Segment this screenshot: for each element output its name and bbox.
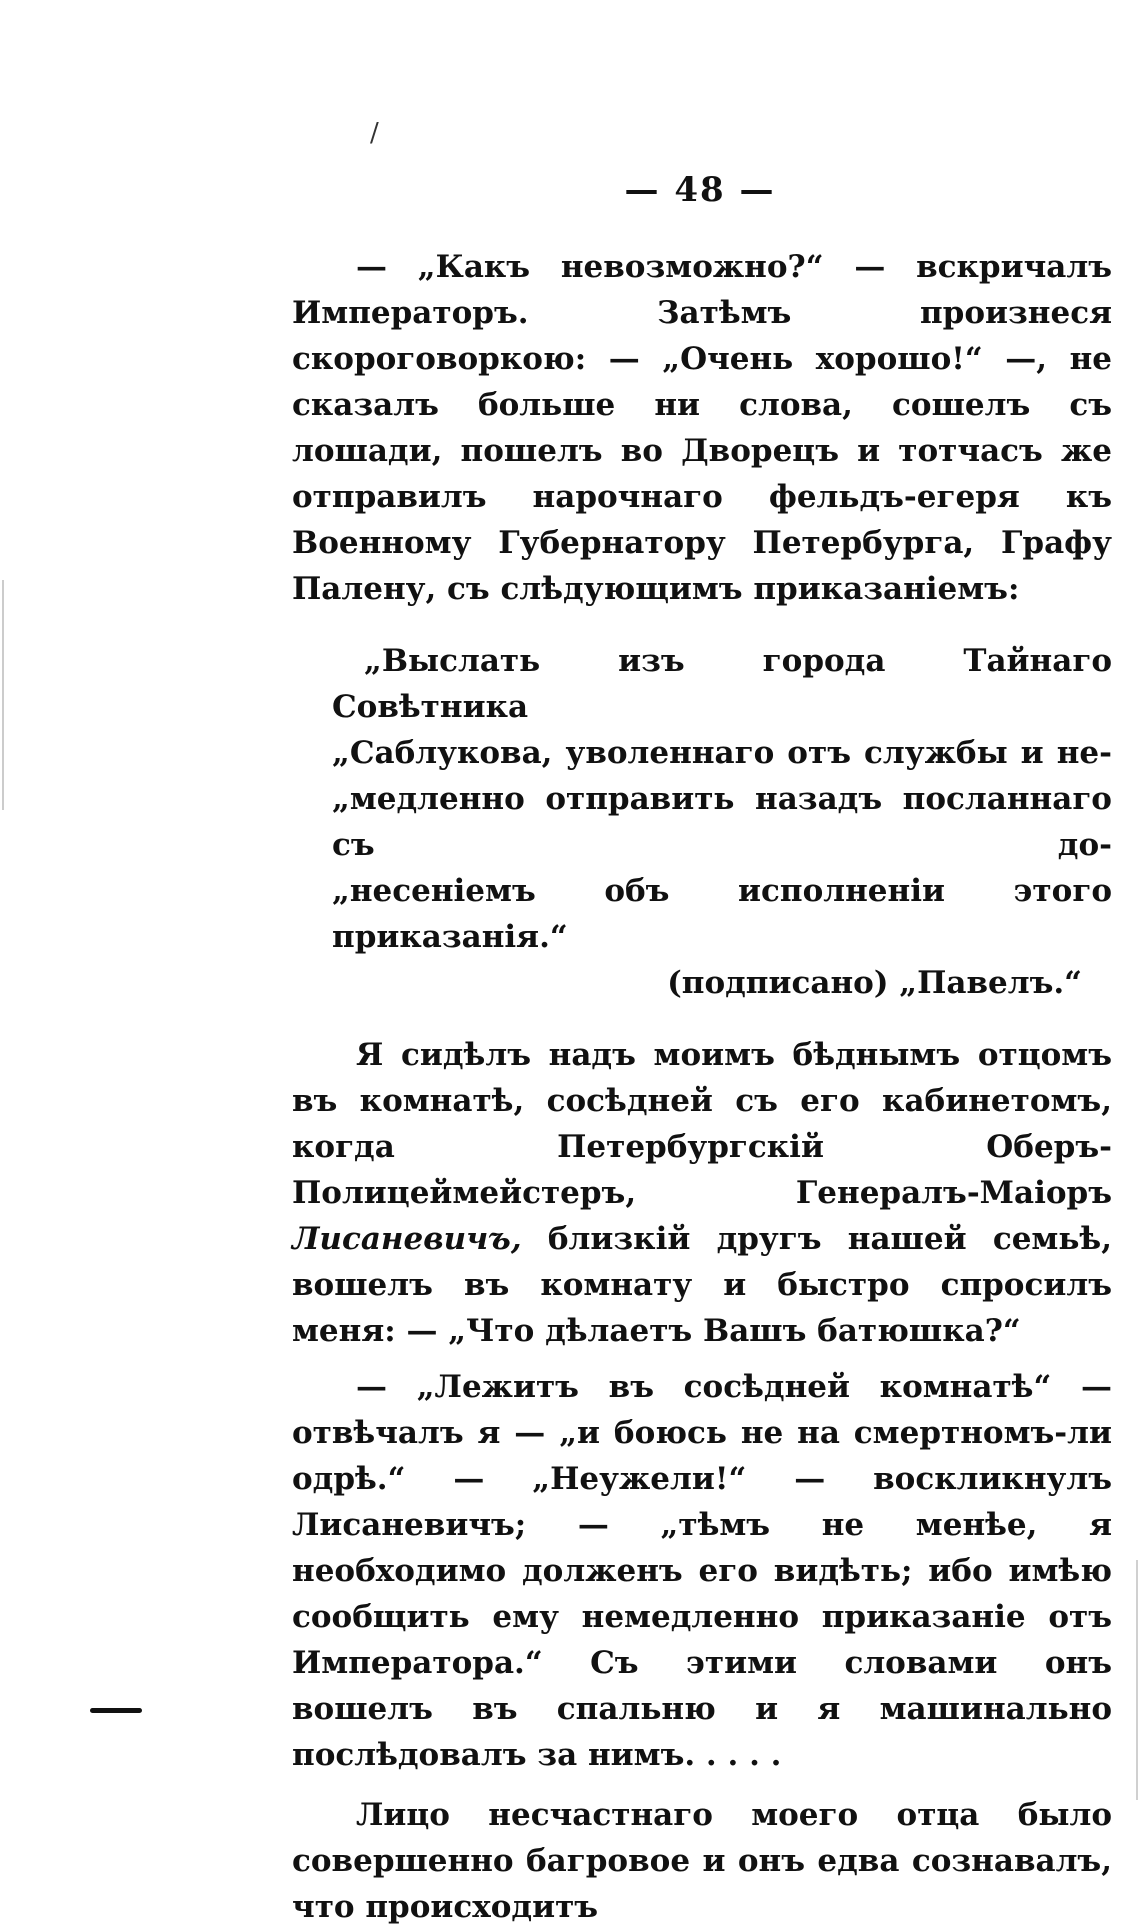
signature-line: (подписано) „Павелъ.“	[667, 965, 1082, 1001]
page-body	[292, 244, 1112, 1930]
scan-edge-right	[1136, 1560, 1138, 1800]
decree-quote	[292, 638, 1112, 960]
paragraph-3: — „Лежитъ въ сосѣдней комнатѣ“ — отвѣчалъ я — „и боюсь не на смертномъ-ли одрѣ.“ — „Неужели!“ — воскликнулъ Лисаневичъ; — „тѣмъ не менѣе, я необходимо долженъ его видѣть; ибо имѣю сообщить ему немедленно приказаніе отъ Императора.“ Съ этими словами онъ вошелъ въ спальню и я машинально послѣдовалъ за нимъ. . . . .	[292, 1369, 1112, 1773]
quote-line-4: „несеніемъ объ исполненіи этого приказанія.“	[332, 873, 1112, 955]
stray-pen-mark: /	[370, 118, 379, 148]
quote-line-2: „Саблукова, уволеннаго отъ службы и не-	[332, 735, 1112, 771]
paragraph-2-after: близкій другъ нашей семьѣ, вошелъ въ комнату и быстро спросилъ меня: — „Что дѣлаетъ Вашъ батюшка?“	[292, 1221, 1112, 1349]
paragraph-4: Лицо несчастнаго моего отца было совершенно багровое и онъ едва сознавалъ, что происходитъ	[292, 1797, 1112, 1925]
paragraph-2	[292, 1032, 1112, 1354]
quote-line-1: „Выслать изъ города Тайнаго Совѣтника	[332, 643, 1112, 725]
page-number-header: — 48 —	[624, 170, 776, 210]
margin-dash-mark	[90, 1708, 142, 1713]
paragraph-2-name: Лисаневичъ,	[292, 1221, 522, 1257]
paragraph-2-before: Я сидѣлъ надъ моимъ бѣднымъ отцомъ въ комнатѣ, сосѣдней съ его кабинетомъ, когда Петербургскій Оберъ-Полицеймейстеръ, Генералъ-Маіоръ	[292, 1037, 1112, 1211]
quote-line-3: „медленно отправить назадъ посланнаго съ до-	[332, 781, 1112, 863]
scan-edge-left	[2, 580, 4, 810]
paragraph-1: — „Какъ невозможно?“ — вскричалъ Императоръ. Затѣмъ произнеся скороговоркою: — „Очень хорошо!“ —, не сказалъ больше ни слова, сошелъ съ лошади, пошелъ во Дворецъ и тотчасъ же отправилъ нарочнаго фельдъ-егеря къ Военному Губернатору Петербурга, Графу Палену, съ слѣдующимъ приказаніемъ:	[292, 249, 1112, 607]
